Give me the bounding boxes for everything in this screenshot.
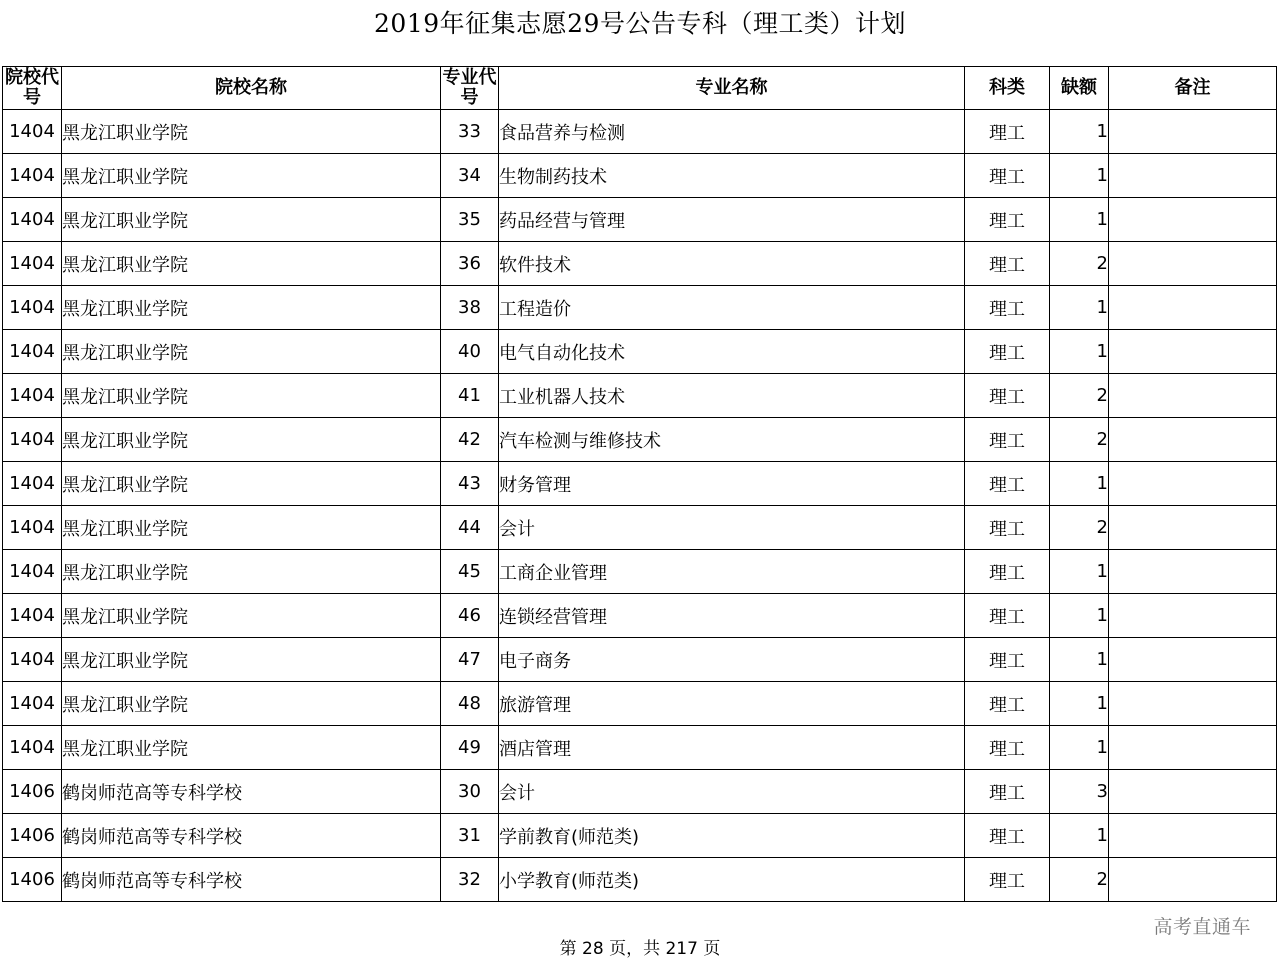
cell-major-name: 药品经营与管理 xyxy=(499,198,965,242)
cell-school-name: 黑龙江职业学院 xyxy=(62,110,441,154)
table-row xyxy=(3,418,1277,462)
page-footer: 第 28 页，共 217 页 xyxy=(559,939,721,959)
cell-category: 理工 xyxy=(965,110,1050,154)
cell-category: 理工 xyxy=(965,726,1050,770)
table-row xyxy=(3,770,1277,814)
cell-major-name: 食品营养与检测 xyxy=(499,110,965,154)
cell-category: 理工 xyxy=(965,198,1050,242)
cell-school-code: 1404 xyxy=(3,198,62,242)
cell-school-name: 鹤岗师范高等专科学校 xyxy=(62,858,441,902)
table-row xyxy=(3,506,1277,550)
cell-note xyxy=(1109,770,1277,814)
cell-school-code: 1404 xyxy=(3,462,62,506)
cell-major-code: 45 xyxy=(441,550,499,594)
cell-major-code: 46 xyxy=(441,594,499,638)
cell-note xyxy=(1109,110,1277,154)
cell-school-name: 黑龙江职业学院 xyxy=(62,154,441,198)
cell-major-code: 35 xyxy=(441,198,499,242)
watermark: 高考直通车 xyxy=(1153,916,1251,938)
cell-category: 理工 xyxy=(965,814,1050,858)
cell-major-name: 连锁经营管理 xyxy=(499,594,965,638)
cell-note xyxy=(1109,858,1277,902)
cell-school-name: 鹤岗师范高等专科学校 xyxy=(62,770,441,814)
cell-vacancy: 2 xyxy=(1050,418,1109,462)
table-row xyxy=(3,374,1277,418)
table-row xyxy=(3,154,1277,198)
cell-major-code: 34 xyxy=(441,154,499,198)
cell-school-name: 黑龙江职业学院 xyxy=(62,462,441,506)
page-title: 2019年征集志愿29号公告专科（理工类）计划 xyxy=(374,9,906,38)
cell-note xyxy=(1109,462,1277,506)
cell-note xyxy=(1109,726,1277,770)
cell-major-name: 酒店管理 xyxy=(499,726,965,770)
table-row xyxy=(3,814,1277,858)
table-row xyxy=(3,638,1277,682)
cell-major-name: 小学教育(师范类) xyxy=(499,858,965,902)
cell-note xyxy=(1109,594,1277,638)
cell-major-name: 电气自动化技术 xyxy=(499,330,965,374)
cell-category: 理工 xyxy=(965,858,1050,902)
table-row xyxy=(3,726,1277,770)
cell-school-name: 黑龙江职业学院 xyxy=(62,242,441,286)
cell-school-code: 1404 xyxy=(3,374,62,418)
header-note: 备注 xyxy=(1109,67,1277,110)
cell-school-name: 黑龙江职业学院 xyxy=(62,550,441,594)
cell-vacancy: 1 xyxy=(1050,594,1109,638)
cell-note xyxy=(1109,506,1277,550)
cell-vacancy: 1 xyxy=(1050,638,1109,682)
cell-major-code: 44 xyxy=(441,506,499,550)
cell-major-code: 30 xyxy=(441,770,499,814)
cell-school-name: 黑龙江职业学院 xyxy=(62,418,441,462)
table-row xyxy=(3,110,1277,154)
table-row xyxy=(3,858,1277,902)
cell-category: 理工 xyxy=(965,418,1050,462)
cell-school-name: 黑龙江职业学院 xyxy=(62,506,441,550)
cell-vacancy: 1 xyxy=(1050,198,1109,242)
cell-vacancy: 2 xyxy=(1050,374,1109,418)
cell-vacancy: 2 xyxy=(1050,242,1109,286)
cell-school-code: 1404 xyxy=(3,682,62,726)
cell-category: 理工 xyxy=(965,594,1050,638)
cell-major-code: 47 xyxy=(441,638,499,682)
cell-category: 理工 xyxy=(965,462,1050,506)
header-category: 科类 xyxy=(965,67,1050,110)
cell-school-name: 黑龙江职业学院 xyxy=(62,374,441,418)
header-major-name: 专业名称 xyxy=(499,67,965,110)
cell-major-code: 33 xyxy=(441,110,499,154)
cell-school-code: 1406 xyxy=(3,814,62,858)
cell-major-name: 学前教育(师范类) xyxy=(499,814,965,858)
cell-major-code: 41 xyxy=(441,374,499,418)
cell-vacancy: 1 xyxy=(1050,682,1109,726)
cell-school-name: 黑龙江职业学院 xyxy=(62,198,441,242)
cell-school-code: 1404 xyxy=(3,330,62,374)
cell-school-code: 1404 xyxy=(3,418,62,462)
table-row xyxy=(3,242,1277,286)
cell-vacancy: 3 xyxy=(1050,770,1109,814)
cell-category: 理工 xyxy=(965,154,1050,198)
cell-note xyxy=(1109,286,1277,330)
cell-vacancy: 1 xyxy=(1050,286,1109,330)
cell-vacancy: 1 xyxy=(1050,330,1109,374)
cell-school-name: 黑龙江职业学院 xyxy=(62,638,441,682)
cell-school-name: 黑龙江职业学院 xyxy=(62,286,441,330)
cell-note xyxy=(1109,814,1277,858)
cell-major-name: 软件技术 xyxy=(499,242,965,286)
cell-school-code: 1404 xyxy=(3,286,62,330)
cell-school-code: 1404 xyxy=(3,506,62,550)
cell-category: 理工 xyxy=(965,550,1050,594)
cell-note xyxy=(1109,154,1277,198)
cell-school-code: 1406 xyxy=(3,858,62,902)
cell-major-code: 32 xyxy=(441,858,499,902)
cell-major-name: 汽车检测与维修技术 xyxy=(499,418,965,462)
cell-school-name: 黑龙江职业学院 xyxy=(62,682,441,726)
cell-category: 理工 xyxy=(965,506,1050,550)
cell-category: 理工 xyxy=(965,374,1050,418)
cell-major-name: 工业机器人技术 xyxy=(499,374,965,418)
cell-vacancy: 1 xyxy=(1050,726,1109,770)
cell-school-code: 1406 xyxy=(3,770,62,814)
cell-major-name: 电子商务 xyxy=(499,638,965,682)
cell-category: 理工 xyxy=(965,242,1050,286)
cell-major-code: 42 xyxy=(441,418,499,462)
header-school-name: 院校名称 xyxy=(62,67,441,110)
cell-major-name: 工程造价 xyxy=(499,286,965,330)
cell-major-name: 会计 xyxy=(499,770,965,814)
cell-school-code: 1404 xyxy=(3,242,62,286)
header-vacancy: 缺额 xyxy=(1050,67,1109,110)
header-major-code: 专业代号 xyxy=(442,67,497,108)
cell-note xyxy=(1109,418,1277,462)
table-body xyxy=(3,110,1277,902)
cell-school-code: 1404 xyxy=(3,110,62,154)
cell-note xyxy=(1109,242,1277,286)
cell-vacancy: 2 xyxy=(1050,858,1109,902)
table-row xyxy=(3,330,1277,374)
cell-school-name: 黑龙江职业学院 xyxy=(62,594,441,638)
cell-major-name: 旅游管理 xyxy=(499,682,965,726)
cell-major-code: 49 xyxy=(441,726,499,770)
table-row xyxy=(3,682,1277,726)
cell-category: 理工 xyxy=(965,682,1050,726)
table-header-row xyxy=(3,67,1277,110)
header-school-code: 院校代号 xyxy=(3,67,62,110)
table-row xyxy=(3,286,1277,330)
cell-major-code: 40 xyxy=(441,330,499,374)
cell-category: 理工 xyxy=(965,330,1050,374)
cell-school-code: 1404 xyxy=(3,154,62,198)
cell-school-code: 1404 xyxy=(3,550,62,594)
cell-vacancy: 1 xyxy=(1050,814,1109,858)
cell-vacancy: 1 xyxy=(1050,110,1109,154)
table-row xyxy=(3,462,1277,506)
plan-table xyxy=(2,66,1277,902)
cell-school-name: 鹤岗师范高等专科学校 xyxy=(62,814,441,858)
table-row xyxy=(3,550,1277,594)
cell-category: 理工 xyxy=(965,770,1050,814)
cell-vacancy: 1 xyxy=(1050,462,1109,506)
cell-note xyxy=(1109,682,1277,726)
cell-note xyxy=(1109,374,1277,418)
cell-note xyxy=(1109,330,1277,374)
cell-major-name: 工商企业管理 xyxy=(499,550,965,594)
cell-school-code: 1404 xyxy=(3,726,62,770)
cell-vacancy: 2 xyxy=(1050,506,1109,550)
cell-school-code: 1404 xyxy=(3,638,62,682)
cell-major-name: 财务管理 xyxy=(499,462,965,506)
cell-category: 理工 xyxy=(965,638,1050,682)
cell-note xyxy=(1109,638,1277,682)
cell-major-code: 38 xyxy=(441,286,499,330)
cell-major-code: 48 xyxy=(441,682,499,726)
cell-note xyxy=(1109,550,1277,594)
cell-vacancy: 1 xyxy=(1050,154,1109,198)
cell-major-name: 生物制药技术 xyxy=(499,154,965,198)
cell-school-name: 黑龙江职业学院 xyxy=(62,726,441,770)
cell-school-name: 黑龙江职业学院 xyxy=(62,330,441,374)
table-row xyxy=(3,594,1277,638)
cell-major-name: 会计 xyxy=(499,506,965,550)
cell-category: 理工 xyxy=(965,286,1050,330)
cell-major-code: 36 xyxy=(441,242,499,286)
table-row xyxy=(3,198,1277,242)
cell-major-code: 43 xyxy=(441,462,499,506)
cell-note xyxy=(1109,198,1277,242)
cell-vacancy: 1 xyxy=(1050,550,1109,594)
cell-major-code: 31 xyxy=(441,814,499,858)
cell-school-code: 1404 xyxy=(3,594,62,638)
